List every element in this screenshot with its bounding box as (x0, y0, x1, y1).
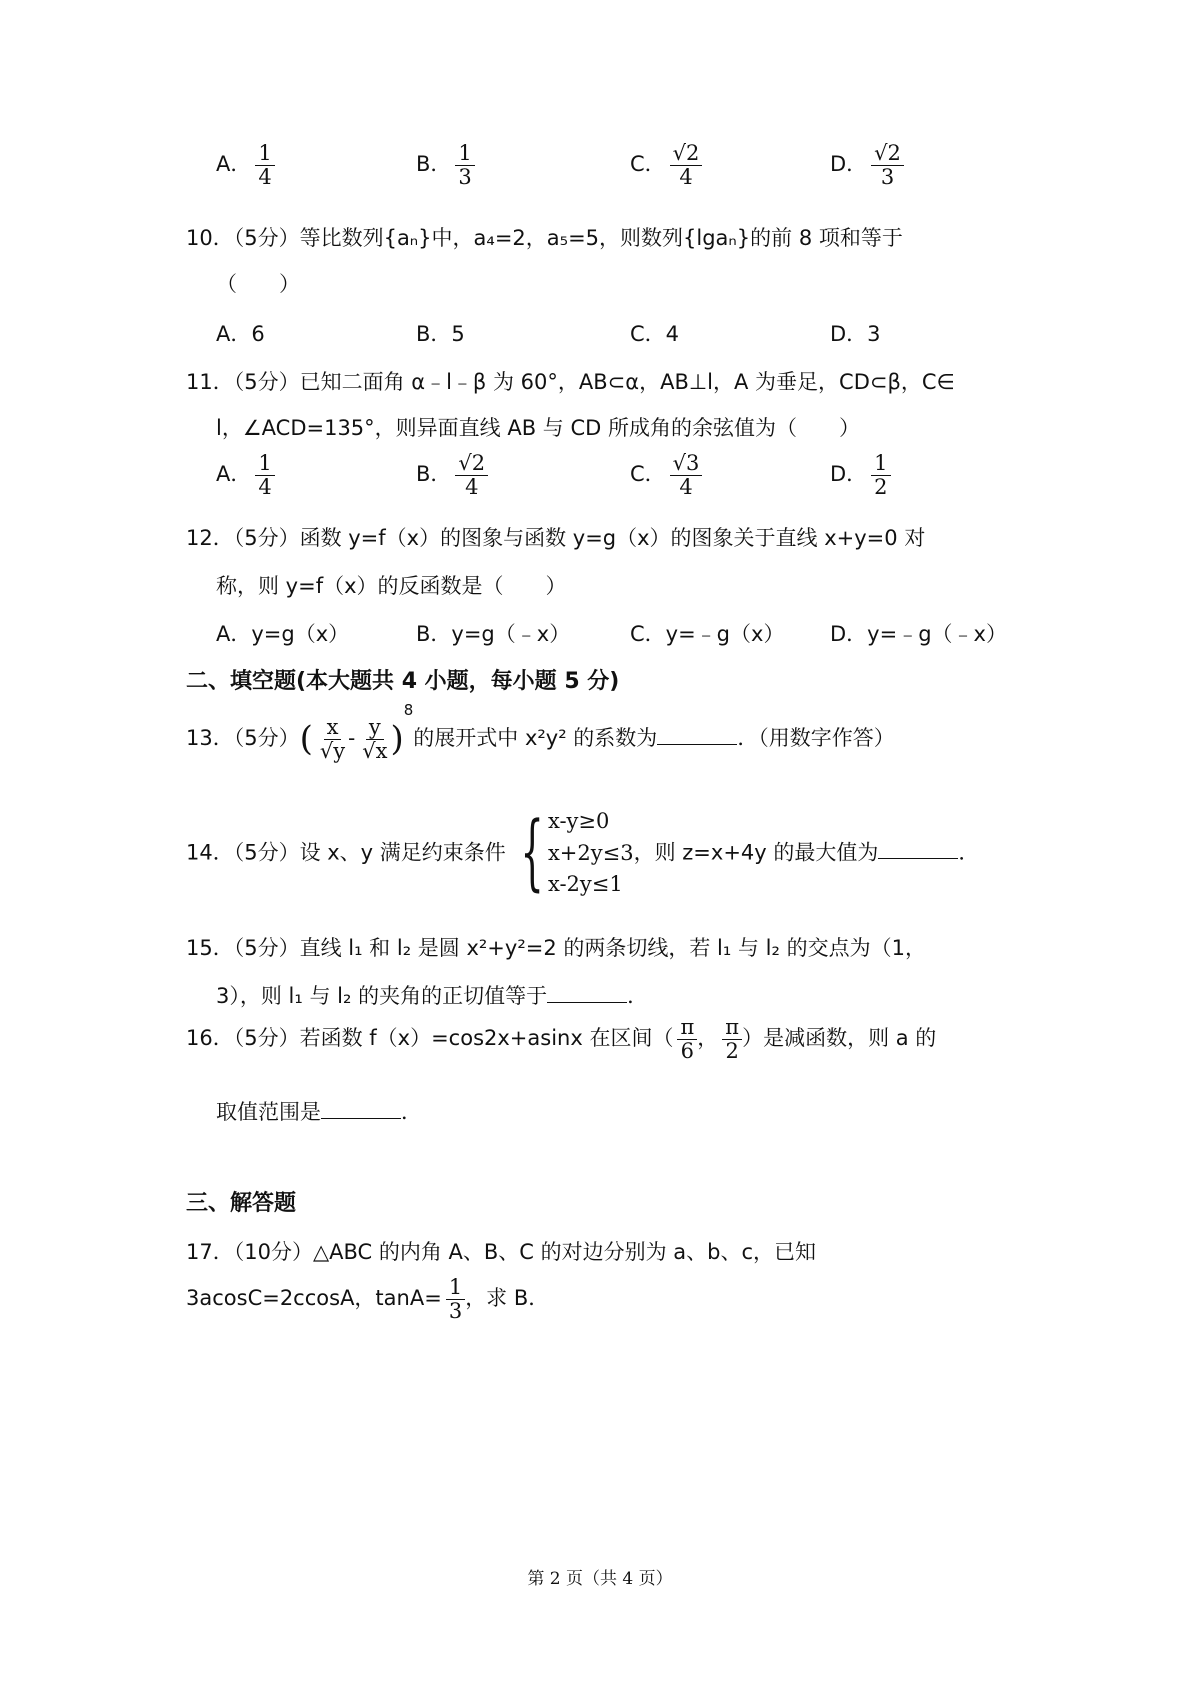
constraint-1: x-y≥0 (547, 809, 610, 833)
denominator: √x (362, 738, 388, 763)
fraction (677, 1016, 697, 1062)
q16-prefix: 16．（5分）若函数 f（x）=cos2x+asinx 在区间（ (186, 1026, 674, 1051)
q13-end: ．（用数字作答） (737, 726, 895, 751)
denominator: 4 (258, 474, 272, 499)
q17-stem-line2 (186, 1276, 549, 1322)
q11-option-b (416, 452, 488, 498)
option-label: A． (216, 462, 252, 487)
q12-option-c: C．y=﹣g（x） (630, 622, 785, 646)
q13-prefix: 13．（5分） (186, 726, 300, 751)
constraint-system (506, 806, 634, 901)
minus-sign-icon: - (348, 726, 356, 751)
numerator: x (324, 716, 342, 740)
q11-option-a (216, 452, 275, 498)
fraction (722, 1016, 742, 1062)
numerator: √2 (670, 142, 703, 166)
fraction (255, 142, 274, 188)
fraction (455, 452, 488, 498)
q12-option-a: A．y=g（x） (216, 622, 350, 646)
q16-stem-line1 (186, 1016, 936, 1062)
q17-line2-end: ，求 B． (465, 1286, 550, 1311)
numerator: 1 (255, 452, 274, 476)
numerator: y (366, 716, 384, 740)
answer-blank[interactable] (878, 840, 958, 859)
q11-option-d (830, 452, 891, 498)
q12-stem-line2: 称，则 y=f（x）的反函数是（ ） (216, 574, 567, 598)
q11-option-c (630, 452, 702, 498)
q15-stem-line1: 15．（5分）直线 l₁ 和 l₂ 是圆 x²+y²=2 的两条切线，若 l₁ 与 l₂ 的交点为（1， (186, 936, 926, 960)
denominator: 4 (258, 164, 272, 189)
fraction (255, 452, 274, 498)
q15-stem-line2 (216, 980, 648, 1010)
answer-blank[interactable] (657, 726, 737, 745)
fraction (317, 716, 348, 762)
q10-option-d: D．3 (830, 322, 881, 346)
q17-stem-line1: 17．（10分）△ABC 的内角 A、B、C 的对边分别为 a、b、c，已知 (186, 1240, 817, 1264)
numerator: π (722, 1016, 742, 1040)
option-label: B． (416, 462, 452, 487)
q12-option-b: B．y=g（﹣x） (416, 622, 571, 646)
q16-line2-text: 取值范围是 (216, 1100, 321, 1124)
denominator: 2 (874, 474, 888, 499)
q10-option-a: A．6 (216, 322, 265, 346)
fraction (670, 142, 703, 188)
q15-line2-end: ． (627, 984, 649, 1008)
numerator: √2 (455, 452, 488, 476)
fraction (871, 452, 890, 498)
denominator: 6 (680, 1038, 695, 1063)
q11-stem-line1: 11．（5分）已知二面角 α﹣l﹣β 为 60°，AB⊂α，AB⊥l，A 为垂足，CD⊂β，C∈ (186, 370, 955, 394)
fraction (670, 452, 703, 498)
q13-suffix: 的展开式中 x²y² 的系数为 (413, 726, 658, 751)
numerator: √3 (670, 452, 703, 476)
q15-line2-text: 3），则 l₁ 与 l₂ 的夹角的正切值等于 (216, 984, 548, 1008)
denominator: 4 (679, 164, 693, 189)
exponent: 8 (403, 701, 414, 720)
fraction (359, 716, 390, 762)
q10-stem-line2: （ ） (216, 272, 300, 296)
q14-stem (186, 806, 979, 901)
answer-blank[interactable] (547, 984, 627, 1003)
q9-option-a (216, 142, 275, 188)
right-paren-icon: ) (390, 719, 404, 760)
answer-blank[interactable] (321, 1100, 401, 1119)
option-label: D． (830, 462, 868, 487)
q11-stem-line2: l，∠ACD=135°，则异面直线 AB 与 CD 所成角的余弦值为（ ） (216, 416, 860, 440)
denominator: 3 (880, 164, 895, 189)
option-label: C． (630, 152, 666, 177)
denominator: √y (319, 738, 346, 763)
section-heading-fill-in: 二、填空题(本大题共 4 小题，每小题 5 分) (186, 669, 620, 694)
fraction (446, 1276, 465, 1322)
option-label: D． (830, 152, 868, 177)
denominator: 4 (465, 474, 479, 499)
q10-option-b: B．5 (416, 322, 465, 346)
q16-stem-line2 (216, 1096, 422, 1126)
constraint-3: x-2y≤1 (547, 872, 623, 896)
q9-option-c (630, 142, 702, 188)
denominator: 3 (448, 1298, 463, 1323)
numerator: 1 (255, 142, 274, 166)
q16-line2-end: ． (401, 1100, 422, 1124)
q14-prefix: 14．（5分）设 x、y 满足约束条件 (186, 840, 506, 865)
q13-stem (186, 701, 895, 763)
option-label: A． (216, 152, 252, 177)
numerator: 1 (455, 142, 474, 166)
q16-suffix: ）是减函数，则 a 的 (742, 1026, 937, 1051)
denominator: 2 (725, 1038, 739, 1063)
denominator: 4 (679, 474, 693, 499)
q10-stem-line1: 10．（5分）等比数列{aₙ}中，a₄=2，a₅=5，则数列{lgaₙ}的前 8 项和等于 (186, 226, 903, 250)
q17-line2-text: 3acosC=2ccosA，tanA= (186, 1286, 442, 1311)
denominator: 3 (458, 164, 472, 189)
numerator: 1 (446, 1276, 465, 1300)
constraint-2: x+2y≤3 (547, 840, 634, 865)
fraction (455, 142, 474, 188)
q9-option-d (830, 142, 904, 188)
q10-option-c: C．4 (630, 322, 680, 346)
section-heading-solutions: 三、解答题 (186, 1191, 297, 1216)
page-footer: 第 2 页（共 4 页） (527, 1569, 673, 1589)
fraction (871, 142, 904, 188)
comma: ， (697, 1026, 719, 1051)
left-brace-icon: { (520, 805, 544, 901)
q12-option-d: D．y=﹣g（﹣x） (830, 622, 1007, 646)
option-label: C． (630, 462, 666, 487)
q9-option-b (416, 142, 475, 188)
q14-end: ． (958, 840, 980, 865)
q12-stem-line1: 12．（5分）函数 y=f（x）的图象与函数 y=g（x）的图象关于直线 x+y=0 对 (186, 526, 926, 550)
option-label: B． (416, 152, 452, 177)
numerator: π (677, 1016, 697, 1040)
left-paren-icon: ( (299, 719, 313, 760)
numerator: √2 (871, 142, 904, 166)
q14-suffix: ，则 z=x+4y 的最大值为 (633, 840, 879, 865)
numerator: 1 (871, 452, 890, 476)
